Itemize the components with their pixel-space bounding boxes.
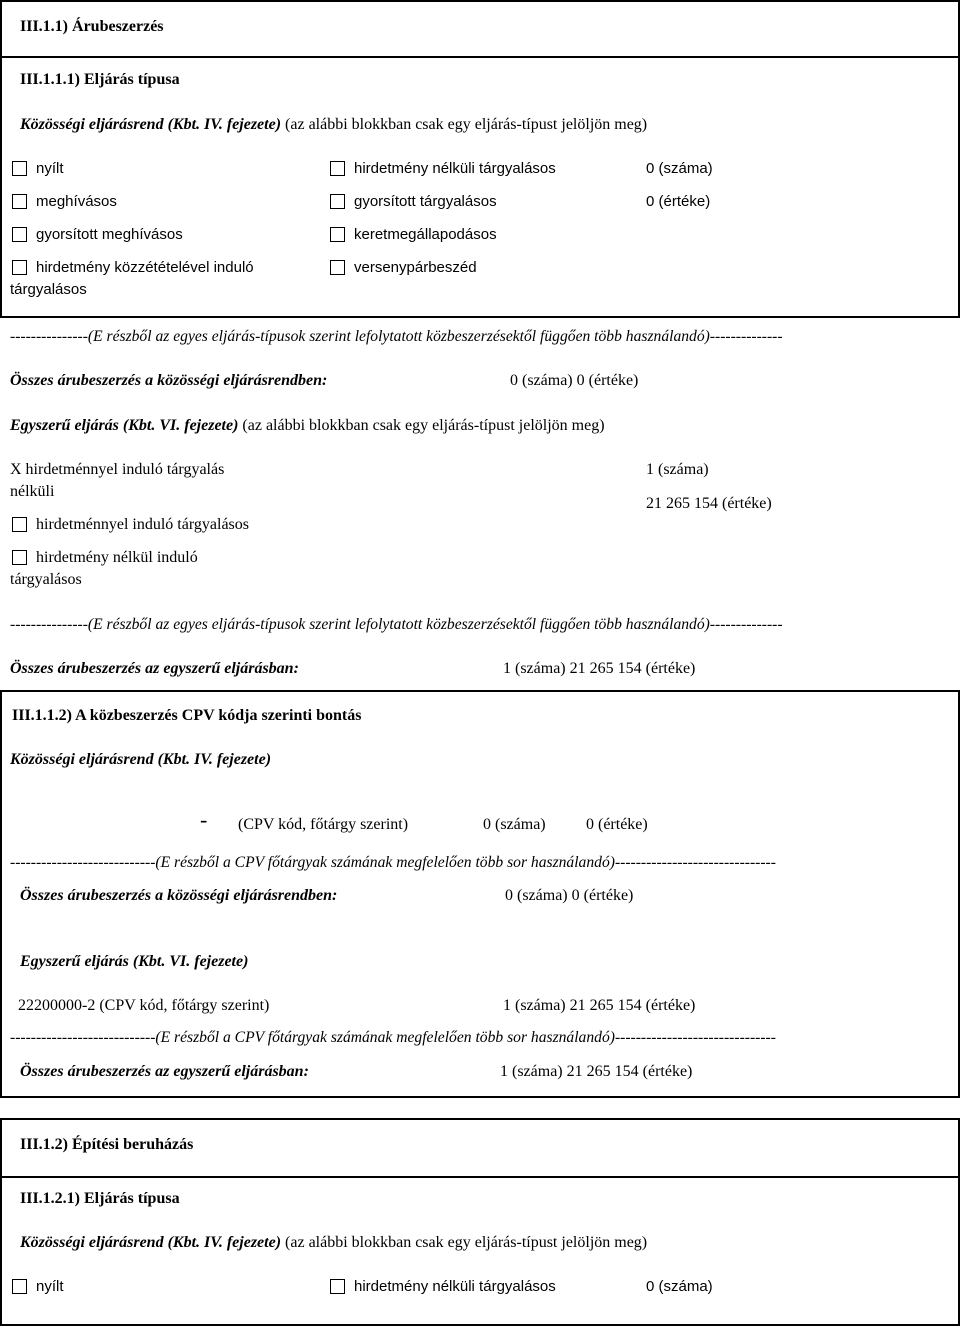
cpv-egyszeru-heading: Egyszerű eljárás (Kbt. VI. fejezete): [20, 953, 249, 970]
kozossegi-erteke: 0 (értéke): [646, 193, 711, 210]
option-hirdetmennyel-indulo: hirdetménnyel induló tárgyalásos: [36, 516, 249, 533]
epitesi-kozossegi-heading: [20, 1233, 647, 1253]
kozossegi-label: Közösségi eljárásrend (Kbt. IV. fejezete): [20, 116, 282, 133]
epitesi-title: III.1.2) Építési beruházás: [20, 1136, 194, 1153]
option-x-hirdetmennyel-line1: X hirdetménnyel induló tárgyalás: [10, 461, 225, 478]
kozossegi-heading: [20, 115, 647, 135]
checkbox-meghivasos[interactable]: [12, 194, 27, 209]
osszes-egyszeru-label: Összes árubeszerzés az egyszerű eljárásban:: [10, 660, 299, 677]
option-hirdetmeny-kozzetetelevel-line2: tárgyalásos: [10, 281, 87, 298]
option-meghivasos: meghívásos: [36, 193, 117, 210]
epitesi-kozossegi-label: Közösségi eljárásrend (Kbt. IV. fejezete): [20, 1234, 282, 1251]
cpv-osszes-kozossegi-value: 0 (száma) 0 (értéke): [505, 887, 634, 904]
checkbox-nyilt[interactable]: [12, 161, 27, 176]
cpv-osszes-egyszeru-value: 1 (száma) 21 265 154 (értéke): [500, 1063, 693, 1080]
osszes-egyszeru-value: 1 (száma) 21 265 154 (értéke): [503, 660, 696, 677]
cpv-erteke: 0 (értéke): [586, 816, 648, 833]
option-x-hirdetmennyel-line2: nélküli: [10, 483, 55, 500]
egyszeru-label: Egyszerű eljárás (Kbt. VI. fejezete): [10, 417, 239, 434]
egyszeru-erteke: 21 265 154 (értéke): [646, 495, 772, 512]
section-eljaras-tipusa-box: [0, 56, 960, 318]
cpv-szama: 0 (száma): [483, 816, 546, 833]
cpv-label: (CPV kód, főtárgy szerint): [238, 816, 409, 833]
kozossegi-note: (az alábbi blokkban csak egy eljárás-típust jelöljön meg): [281, 116, 648, 133]
checkbox-hirdetmeny-kozzetetelevel[interactable]: [12, 260, 27, 275]
checkbox-versenyparbeszed[interactable]: [330, 260, 345, 275]
epitesi-kozossegi-note: (az alábbi blokkban csak egy eljárás-típust jelöljön meg): [281, 1234, 648, 1251]
epitesi-option-hirdetmeny-nelkuli: hirdetmény nélküli tárgyalásos: [354, 1278, 556, 1295]
cpv-osszes-egyszeru-label: Összes árubeszerzés az egyszerű eljárásban:: [20, 1063, 309, 1080]
option-versenyparbeszed: versenypárbeszéd: [354, 259, 477, 276]
egyszeru-heading: [10, 416, 605, 436]
separator-line: ---------------(E részből az egyes eljárás-típusok szerint lefolytatott közbeszerzésektől függően több használandó)--------------: [10, 328, 783, 345]
subsection-title: III.1.1.1) Eljárás típusa: [20, 71, 180, 88]
cpv-separator-line-2: ----------------------------(E részből a CPV főtárgyak számának megfelelően több sor használandó)-------------------------------: [10, 1029, 776, 1046]
option-hirdetmeny-nelkul-indulo-line2: tárgyalásos: [10, 571, 82, 588]
epitesi-szama: 0 (száma): [646, 1278, 713, 1295]
option-gyorsitott-meghivasos: gyorsított meghívásos: [36, 226, 183, 243]
egyszeru-note: (az alábbi blokkban csak egy eljárás-típust jelöljön meg): [238, 417, 605, 434]
cpv-separator-line: [10, 853, 776, 873]
cpv-code-line: 22200000-2 (CPV kód, főtárgy szerint): [18, 997, 270, 1014]
checkbox-gyorsitott-targyalasos[interactable]: [330, 194, 345, 209]
checkbox-keretmegallapodasos[interactable]: [330, 227, 345, 242]
cpv-osszes-kozossegi-label: Összes árubeszerzés a közösségi eljárásrendben:: [20, 887, 338, 904]
cpv-dash: -: [200, 807, 208, 832]
cpv-kozossegi-heading: Közösségi eljárásrend (Kbt. IV. fejezete): [10, 751, 272, 768]
option-keretmegallapodasos: keretmegállapodásos: [354, 226, 497, 243]
option-gyorsitott-targyalasos: gyorsított tárgyalásos: [354, 193, 497, 210]
checkbox-epitesi-hirdetmeny-nelkuli[interactable]: [330, 1279, 345, 1294]
osszes-kozossegi-value: 0 (száma) 0 (értéke): [510, 372, 639, 389]
option-nyilt: nyílt: [36, 160, 64, 177]
cpv-code-value: 1 (száma) 21 265 154 (értéke): [503, 997, 696, 1014]
checkbox-gyorsitott-meghivasos[interactable]: [12, 227, 27, 242]
option-hirdetmeny-nelkul-indulo-line1: hirdetmény nélkül induló: [36, 549, 198, 566]
epitesi-sub: III.1.2.1) Eljárás típusa: [20, 1190, 180, 1207]
checkbox-hirdetmennyel-indulo[interactable]: [12, 517, 27, 532]
egyszeru-szama: 1 (száma): [646, 461, 709, 478]
checkbox-hirdetmeny-nelkul-indulo[interactable]: [12, 550, 27, 565]
checkbox-epitesi-nyilt[interactable]: [12, 1279, 27, 1294]
separator-line-2: ---------------(E részből az egyes eljárás-típusok szerint lefolytatott közbeszerzésektől függően több használandó)--------------: [10, 616, 783, 633]
section-title: III.1.1) Árubeszerzés: [20, 18, 164, 35]
cpv-separator-text: ----------------------------(E részből a CPV főtárgyak számának megfelelően több sor használandó)-------------------------------: [10, 854, 776, 871]
option-hirdetmeny-nelkuli: hirdetmény nélküli tárgyalásos: [354, 160, 556, 177]
cpv-section-title: III.1.1.2) A közbeszerzés CPV kódja szerinti bontás: [12, 707, 362, 724]
kozossegi-szama: 0 (száma): [646, 160, 713, 177]
epitesi-option-nyilt: nyílt: [36, 1278, 64, 1295]
osszes-kozossegi-label: Összes árubeszerzés a közösségi eljárásrendben:: [10, 372, 328, 389]
option-hirdetmeny-kozzetetelevel-line1: hirdetmény közzétételével induló: [36, 259, 254, 276]
checkbox-hirdetmeny-nelkuli[interactable]: [330, 161, 345, 176]
